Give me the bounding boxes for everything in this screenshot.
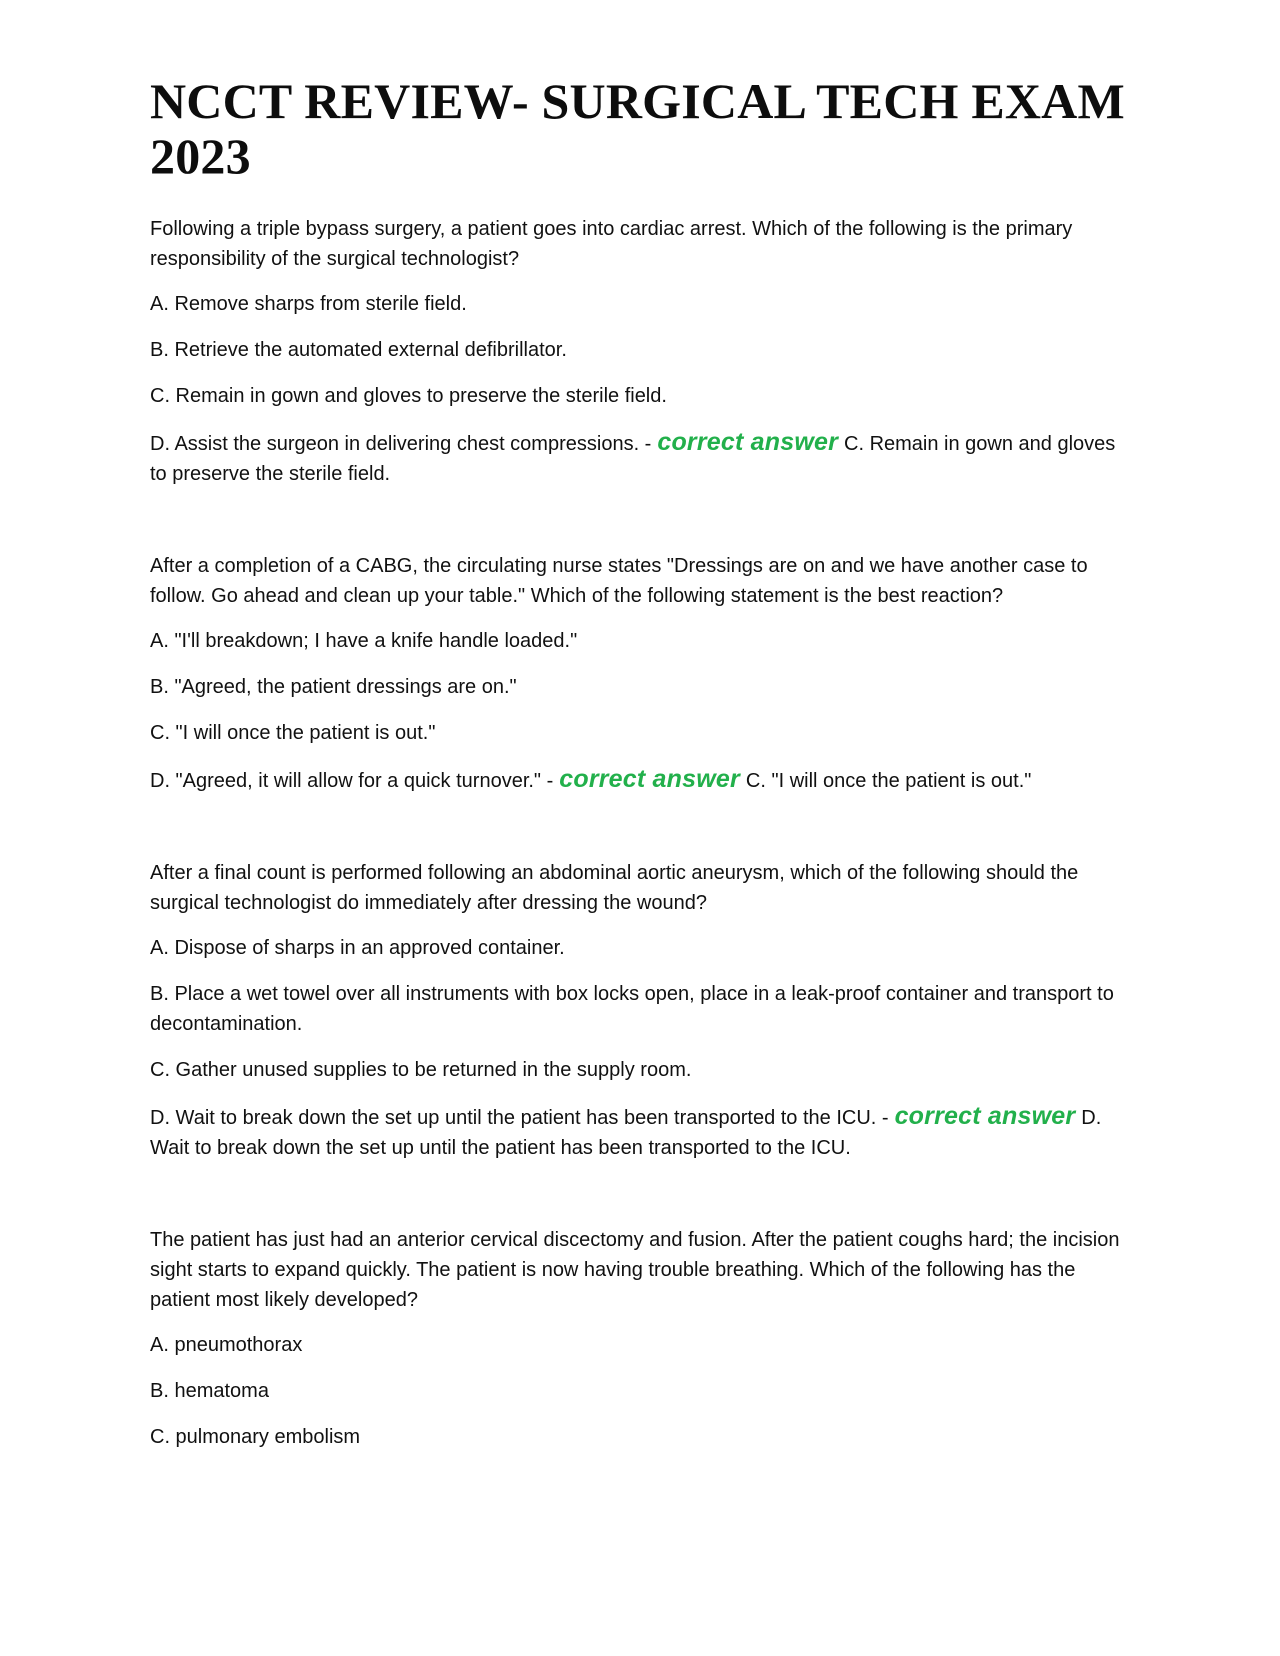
correct-answer-label: correct answer bbox=[559, 765, 740, 793]
option-b: B. hematoma bbox=[150, 1380, 269, 1402]
option-d-with-answer bbox=[150, 1101, 1135, 1163]
document-title: NCCT REVIEW- SURGICAL TECH EXAM 2023 bbox=[150, 73, 1125, 184]
question-block-1 bbox=[150, 214, 1135, 489]
option-a: A. "I'll breakdown; I have a knife handle loaded." bbox=[150, 630, 578, 652]
question-text: After a completion of a CABG, the circulating nurse states "Dressings are on and we have another case to follow. Go ahead and clean up your table." Which of the following statement is the best reaction? bbox=[150, 555, 1088, 607]
question-text: The patient has just had an anterior cervical discectomy and fusion. After the patient coughs hard; the incision sight starts to expand quickly. The patient is now having trouble breathing. Which of the following has the patient most likely developed? bbox=[150, 1229, 1120, 1311]
option-a: A. Dispose of sharps in an approved container. bbox=[150, 937, 565, 959]
answer-text: C. Remain in gown and gloves to preserve the sterile field. bbox=[150, 433, 1116, 485]
correct-answer-label: correct answer bbox=[894, 1102, 1076, 1130]
option-d: D. Wait to break down the set up until the patient has been transported to the ICU. - bbox=[150, 1107, 889, 1129]
option-b: B. "Agreed, the patient dressings are on." bbox=[150, 676, 517, 698]
answer-text: D. Wait to break down the set up until the patient has been transported to the ICU. bbox=[150, 1107, 1102, 1159]
option-a: A. pneumothorax bbox=[150, 1334, 303, 1356]
document-page bbox=[150, 74, 1135, 1452]
question-block-2 bbox=[150, 551, 1135, 796]
correct-answer-label: correct answer bbox=[657, 428, 839, 456]
question-text: Following a triple bypass surgery, a patient goes into cardiac arrest. Which of the following is the primary responsibility of the surgical technologist? bbox=[150, 218, 1073, 270]
option-c: C. "I will once the patient is out." bbox=[150, 722, 436, 744]
question-block-4 bbox=[150, 1225, 1135, 1452]
question-text: After a final count is performed following an abdominal aortic aneurysm, which of the following should the surgical technologist do immediately after dressing the wound? bbox=[150, 862, 1079, 914]
option-d-with-answer bbox=[150, 427, 1135, 489]
option-b: B. Place a wet towel over all instruments with box locks open, place in a leak-proof container and transport to decontamination. bbox=[150, 983, 1114, 1035]
option-b: B. Retrieve the automated external defibrillator. bbox=[150, 339, 567, 361]
option-c: C. Gather unused supplies to be returned in the supply room. bbox=[150, 1059, 692, 1081]
option-c: C. pulmonary embolism bbox=[150, 1426, 361, 1448]
option-d-with-answer bbox=[150, 764, 1135, 796]
option-c: C. Remain in gown and gloves to preserve the sterile field. bbox=[150, 385, 667, 407]
question-block-3 bbox=[150, 858, 1135, 1163]
option-d: D. Assist the surgeon in delivering chest compressions. - bbox=[150, 433, 652, 455]
answer-text: C. "I will once the patient is out." bbox=[745, 770, 1032, 792]
option-d: D. "Agreed, it will allow for a quick turnover." - bbox=[150, 770, 554, 792]
option-a: A. Remove sharps from sterile field. bbox=[150, 293, 467, 315]
